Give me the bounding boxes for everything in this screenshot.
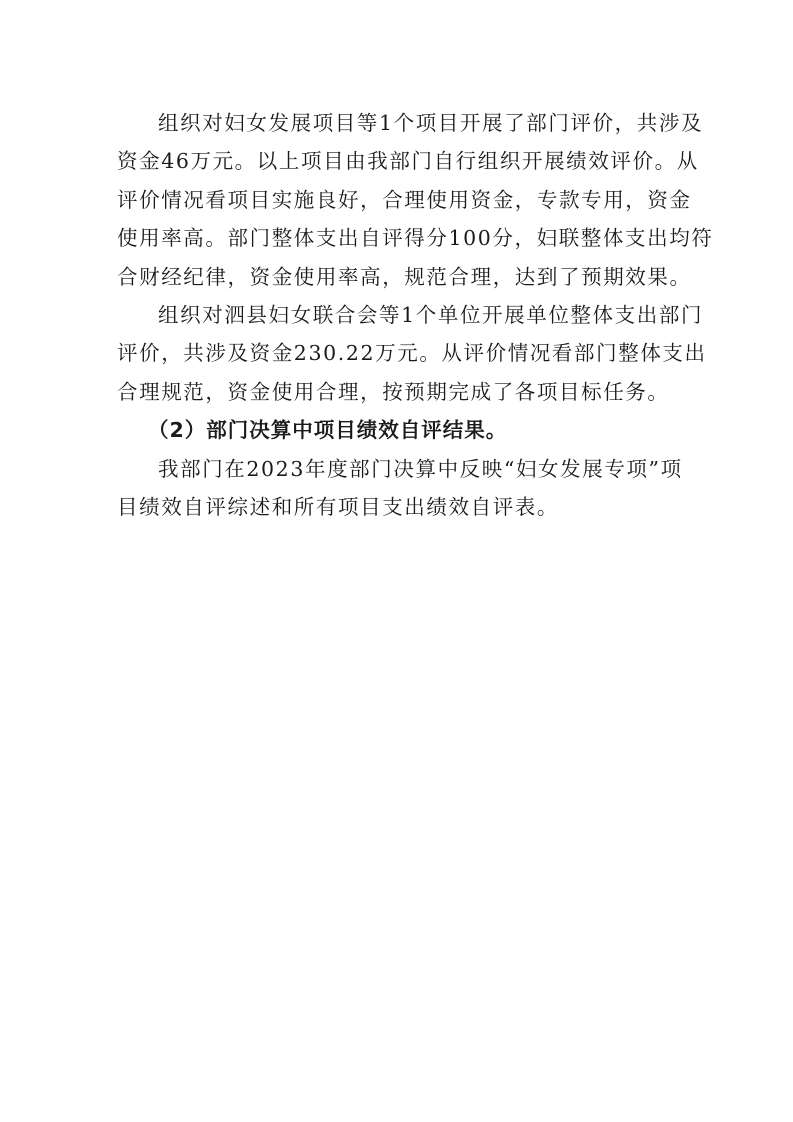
paragraph-closing bbox=[117, 450, 683, 527]
text-line: 组织对妇女发展项目等1个项目开展了部门评价，共涉及 bbox=[158, 111, 704, 135]
text-line: 合财经纪律，资金使用率高，规范合理，达到了预期效果。 bbox=[117, 264, 692, 289]
text-line: 使用率高。部门整体支出自评得分100分，妇联整体支出均符 bbox=[117, 226, 714, 251]
text-line: 我部门在2023年度部门决算中反映“妇女发展专项”项 bbox=[158, 456, 683, 481]
text-line: 目绩效自评综述和所有项目支出绩效自评表。 bbox=[117, 494, 559, 519]
paragraph-project-evaluation bbox=[117, 104, 714, 296]
text-line: 评价情况看项目实施良好，合理使用资金，专款专用，资金 bbox=[117, 187, 692, 212]
text-line: 合理规范，资金使用合理，按预期完成了各项目标任务。 bbox=[117, 379, 670, 404]
text-line: 组织对泗县妇女联合会等1个单位开展单位整体支出部门 bbox=[158, 302, 704, 327]
section-heading: （2）部门决算中项目绩效自评结果。 bbox=[148, 418, 508, 443]
document-body bbox=[117, 104, 714, 526]
text-line: 评价，共涉及资金230.22万元。从评价情况看部门整体支出 bbox=[117, 341, 707, 366]
paragraph-unit-evaluation bbox=[117, 296, 707, 411]
text-line: 资金46万元。以上项目由我部门自行组织开展绩效评价。从 bbox=[117, 149, 699, 174]
